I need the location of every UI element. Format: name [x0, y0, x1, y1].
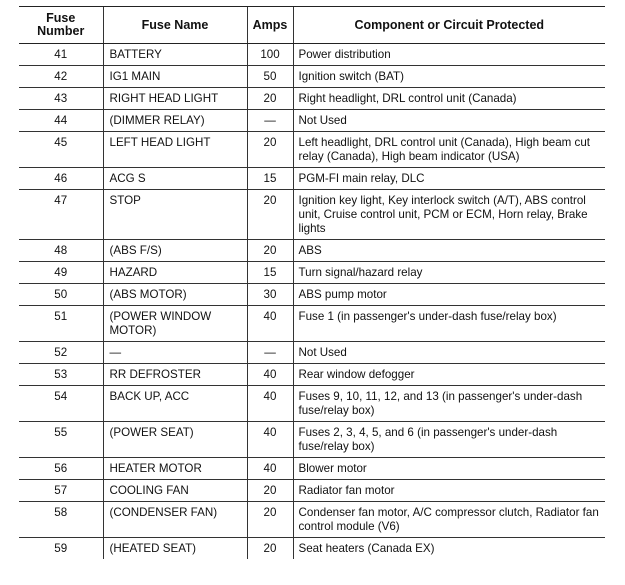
fuse-name: (CONDENSER FAN) [103, 502, 247, 538]
fuse-number: 51 [19, 306, 103, 342]
fuse-number: 52 [19, 342, 103, 364]
fuse-amps: 20 [247, 502, 293, 538]
table-row [19, 422, 605, 458]
table-row [19, 284, 605, 306]
fuse-number: 45 [19, 132, 103, 168]
fuse-amps: 20 [247, 538, 293, 560]
fuse-number: 43 [19, 88, 103, 110]
fuse-name: (DIMMER RELAY) [103, 110, 247, 132]
table-row [19, 480, 605, 502]
fuse-component: Turn signal/hazard relay [293, 262, 605, 284]
fuse-number: 42 [19, 66, 103, 88]
fuse-number: 56 [19, 458, 103, 480]
header-amps: Amps [247, 7, 293, 44]
fuse-number: 59 [54, 542, 68, 555]
fuse-name: (POWER WINDOW MOTOR) [103, 306, 247, 342]
fuse-amps: — [247, 342, 293, 364]
fuse-amps: 20 [247, 132, 293, 168]
fuse-number: 49 [19, 262, 103, 284]
fuse-name: (POWER SEAT) [103, 422, 247, 458]
fuse-component: Fuses 9, 10, 11, 12, and 13 (in passenger's under-dash fuse/relay box) [293, 386, 605, 422]
fuse-name: BATTERY [103, 44, 247, 66]
header-component: Component or Circuit Protected [293, 7, 605, 44]
fuse-number: 48 [19, 240, 103, 262]
fuse-component: Ignition switch (BAT) [293, 66, 605, 88]
fuse-name: STOP [103, 190, 247, 240]
fuse-component: Power distribution [293, 44, 605, 66]
table-row [19, 262, 605, 284]
fuse-number: 41 [19, 44, 103, 66]
table-row [19, 110, 605, 132]
table-row [19, 458, 605, 480]
fuse-amps: 15 [247, 168, 293, 190]
fuse-amps: 40 [247, 306, 293, 342]
fuse-name: (ABS F/S) [103, 240, 247, 262]
table-row [19, 306, 605, 342]
table-row [19, 240, 605, 262]
fuse-amps: 40 [247, 386, 293, 422]
fuse-name: — [103, 342, 247, 364]
header-fuse-number-line1: Fuse [46, 11, 76, 25]
fuse-component: ABS [293, 240, 605, 262]
header-fuse-name: Fuse Name [103, 7, 247, 44]
fuse-name: HAZARD [103, 262, 247, 284]
fuse-name: HEATER MOTOR [103, 458, 247, 480]
fuse-component: Right headlight, DRL control unit (Canada) [293, 88, 605, 110]
fuse-name: COOLING FAN [103, 480, 247, 502]
fuse-component: Left headlight, DRL control unit (Canada), High beam cut relay (Canada), High beam indicator (USA) [293, 132, 605, 168]
fuse-amps: 40 [247, 364, 293, 386]
table-row [19, 502, 605, 538]
table-row [19, 364, 605, 386]
fuse-component: Seat heaters (Canada EX) [293, 538, 605, 560]
fuse-amps: 40 [247, 422, 293, 458]
header-row [19, 7, 605, 44]
fuse-component: Condenser fan motor, A/C compressor clutch, Radiator fan control module (V6) [293, 502, 605, 538]
fuse-number: 50 [19, 284, 103, 306]
fuse-amps: 40 [247, 458, 293, 480]
table-row [19, 538, 605, 560]
fuse-amps: 100 [247, 44, 293, 66]
fuse-amps: 20 [247, 190, 293, 240]
fuse-table [19, 6, 605, 559]
fuse-amps: 20 [247, 480, 293, 502]
table-row [19, 44, 605, 66]
fuse-number: 54 [19, 386, 103, 422]
fuse-number: 44 [19, 110, 103, 132]
fuse-name: RIGHT HEAD LIGHT [103, 88, 247, 110]
fuse-component: Ignition key light, Key interlock switch (A/T), ABS control unit, Cruise control unit, PCM or ECM, Horn relay, Brake lights [293, 190, 605, 240]
table-row [19, 132, 605, 168]
fuse-component: Rear window defogger [293, 364, 605, 386]
fuse-number: 55 [19, 422, 103, 458]
header-fuse-number-line2: Number [37, 24, 85, 38]
header-fuse-number [19, 7, 103, 44]
fuse-amps: 30 [247, 284, 293, 306]
fuse-amps: 15 [247, 262, 293, 284]
fuse-number: 53 [19, 364, 103, 386]
fuse-amps: 20 [247, 88, 293, 110]
fuse-name: RR DEFROSTER [103, 364, 247, 386]
fuse-component: Not Used [293, 342, 605, 364]
fuse-amps: 20 [247, 240, 293, 262]
fuse-name: (ABS MOTOR) [103, 284, 247, 306]
fuse-number: 46 [19, 168, 103, 190]
fuse-name: (HEATED SEAT) [103, 538, 247, 560]
table-row [19, 342, 605, 364]
fuse-number: 57 [19, 480, 103, 502]
fuse-component: Blower motor [293, 458, 605, 480]
table-row [19, 168, 605, 190]
fuse-component: Fuse 1 (in passenger's under-dash fuse/relay box) [293, 306, 605, 342]
table-row [19, 190, 605, 240]
fuse-component: Fuses 2, 3, 4, 5, and 6 (in passenger's under-dash fuse/relay box) [293, 422, 605, 458]
fuse-component: Not Used [293, 110, 605, 132]
fuse-amps: — [247, 110, 293, 132]
table-row [19, 386, 605, 422]
fuse-component: Radiator fan motor [293, 480, 605, 502]
fuse-component: PGM-FI main relay, DLC [293, 168, 605, 190]
fuse-amps: 50 [247, 66, 293, 88]
fuse-name: LEFT HEAD LIGHT [103, 132, 247, 168]
fuse-number: 47 [19, 190, 103, 240]
fuse-name: BACK UP, ACC [103, 386, 247, 422]
table-row [19, 88, 605, 110]
fuse-number: 58 [19, 502, 103, 538]
table-row [19, 66, 605, 88]
fuse-name: ACG S [103, 168, 247, 190]
fuse-name: IG1 MAIN [103, 66, 247, 88]
fuse-component: ABS pump motor [293, 284, 605, 306]
